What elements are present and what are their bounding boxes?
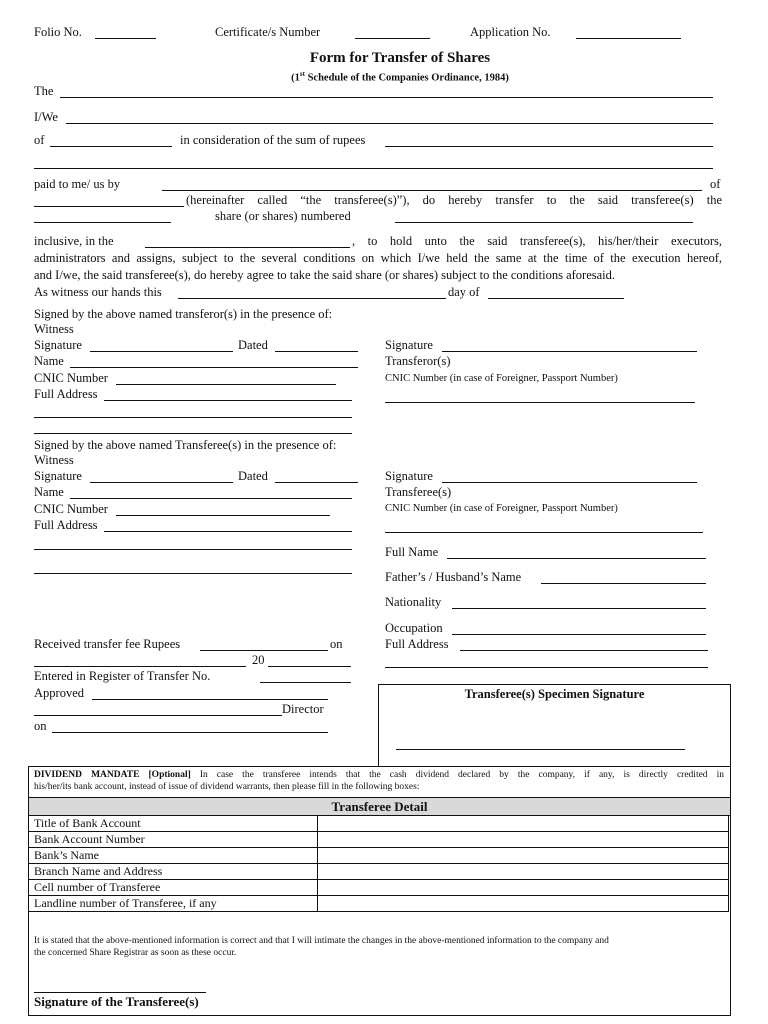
occupation-field[interactable]	[452, 634, 706, 635]
transferor-cnic-label: CNIC Number (in case of Foreigner, Passport Number)	[385, 373, 618, 384]
specimen-signature-title: Transferee(s) Specimen Signature	[464, 687, 645, 701]
director-field[interactable]	[34, 715, 282, 716]
transferee-signature-field[interactable]	[442, 482, 697, 483]
transferor-witness-address-field[interactable]	[104, 400, 352, 401]
transferee-full-address-line-2[interactable]	[385, 667, 708, 668]
administrators-text: administrators and assigns, subject to the several conditions on which I/we held the same at the time of the execution hereof,	[34, 251, 722, 265]
transferee-witness-name-field[interactable]	[70, 498, 352, 499]
of-field[interactable]	[50, 146, 172, 147]
transferee-witness-address-label: Full Address	[34, 518, 98, 532]
transferor-cnic-field[interactable]	[385, 402, 695, 403]
bank-title-label: Title of Bank Account	[29, 816, 318, 832]
share-numbers-field[interactable]	[395, 222, 693, 223]
nationality-label: Nationality	[385, 595, 442, 609]
transferee-witness-address-line-3[interactable]	[34, 573, 352, 574]
page-subtitle: (1st Schedule of the Companies Ordinance, 1984)	[291, 70, 509, 84]
transferor-witness-cnic-label: CNIC Number	[34, 371, 108, 385]
transferee-full-address-field[interactable]	[460, 650, 708, 651]
transferee-witness-signature-field[interactable]	[90, 482, 233, 483]
application-field[interactable]	[576, 38, 681, 39]
page-title: Form for Transfer of Shares	[309, 50, 491, 66]
received-on-label: on	[330, 637, 343, 651]
transferee-signature-label: Signature of the Transferee(s)	[34, 994, 199, 1009]
bank-name-input[interactable]	[318, 848, 729, 864]
register-number-field[interactable]	[260, 682, 351, 683]
transferee-witness-address-line-2[interactable]	[34, 549, 352, 550]
received-fee-label: Received transfer fee Rupees	[34, 637, 181, 651]
entered-register-label: Entered in Register of Transfer No.	[34, 669, 211, 683]
iwe-label: I/We	[34, 110, 58, 124]
transferee-signed-by: Signed by the above named Transferee(s) in the presence of:	[34, 438, 337, 452]
witness-date-field[interactable]	[178, 298, 446, 299]
transferee-witness-cnic-label: CNIC Number	[34, 502, 108, 516]
full-name-label: Full Name	[385, 545, 439, 559]
statement-line-1: It is stated that the above-mentioned information is correct and that I will intimate the changes in the above-mentioned information to the company and	[34, 936, 609, 946]
continuation-line[interactable]	[34, 168, 713, 169]
bank-title-input[interactable]	[318, 816, 729, 832]
agree-text: and I/we, the said transferee(s), do hereby agree to take the said share (or shares) subject to the conditions aforesaid.	[34, 268, 616, 282]
transferee-witness-address-field[interactable]	[104, 531, 352, 532]
month-field[interactable]	[488, 298, 624, 299]
transferee-final-signature-field[interactable]	[34, 992, 206, 993]
hold-unto-text: , to hold unto the said transferee(s), his/her/their executors,	[352, 234, 722, 248]
rupees-field[interactable]	[385, 146, 713, 147]
application-label: Application No.	[470, 25, 551, 39]
transferee-detail-header: Transferee Detail	[28, 797, 731, 816]
approved-on-field[interactable]	[52, 732, 328, 733]
table-row	[29, 816, 729, 832]
transferor-witness-address-line-3[interactable]	[34, 433, 352, 434]
father-name-label: Father’s / Husband’s Name	[385, 570, 522, 584]
folio-label: Folio No.	[34, 25, 82, 39]
received-fee-field[interactable]	[200, 650, 328, 651]
approved-field[interactable]	[92, 699, 328, 700]
company-field[interactable]	[60, 97, 713, 98]
transferee-role-label: Transferee(s)	[385, 485, 452, 499]
year-prefix: 20	[252, 653, 265, 667]
day-of-label: day of	[448, 285, 480, 299]
share-count-field[interactable]	[34, 222, 171, 223]
director-label: Director	[282, 702, 324, 716]
transferor-witness-signature-field[interactable]	[90, 351, 233, 352]
certificate-label: Certificate/s Number	[215, 25, 321, 39]
father-name-field[interactable]	[541, 583, 706, 584]
full-name-field[interactable]	[447, 558, 706, 559]
transferor-signed-by: Signed by the above named transferor(s) in the presence of:	[34, 307, 333, 321]
transferee-witness-label: Witness	[34, 453, 74, 467]
folio-field[interactable]	[95, 38, 156, 39]
dividend-mandate-line-1: DIVIDEND MANDATE [Optional] In case the transferee intends that the cash dividend declared by the company, if any, is directly credited in	[34, 770, 724, 780]
branch-address-label: Branch Name and Address	[29, 864, 318, 880]
transferor-witness-address-label: Full Address	[34, 387, 98, 401]
cell-number-label: Cell number of Transferee	[29, 880, 318, 896]
hereinafter-text: (hereinafter called “the transferee(s)”), do hereby transfer to the said transferee(s) the	[186, 193, 722, 207]
transferor-dated-field[interactable]	[275, 351, 358, 352]
of-label-2: of	[710, 177, 721, 191]
statement-line-2: the concerned Share Registrar as soon as these occur.	[34, 948, 237, 958]
landline-number-label: Landline number of Transferee, if any	[29, 896, 318, 912]
undertaking-field[interactable]	[145, 247, 350, 248]
bank-account-number-label: Bank Account Number	[29, 832, 318, 848]
nationality-field[interactable]	[452, 608, 706, 609]
transferee-full-address-label: Full Address	[385, 637, 449, 651]
transferee-cnic-field[interactable]	[385, 532, 703, 533]
the-label: The	[34, 84, 54, 98]
transferee-dated-field[interactable]	[275, 482, 358, 483]
table-row	[29, 864, 729, 880]
certificate-field[interactable]	[355, 38, 430, 39]
transferor-witness-address-line-2[interactable]	[34, 417, 352, 418]
transferee-dated-label: Dated	[238, 469, 268, 483]
table-row	[29, 880, 729, 896]
transferee-witness-signature-label: Signature	[34, 469, 82, 483]
transferor-witness-signature-label: Signature	[34, 338, 82, 352]
transferor-witness-name-field[interactable]	[70, 367, 358, 368]
inclusive-label: inclusive, in the	[34, 234, 114, 248]
table-row	[29, 848, 729, 864]
transferor-witness-name-label: Name	[34, 354, 64, 368]
transferor-witness-label: Witness	[34, 322, 74, 336]
transferor-signature-label: Signature	[385, 338, 433, 352]
transferee-signature-label: Signature	[385, 469, 433, 483]
landline-number-input[interactable]	[318, 896, 729, 912]
approved-on-label: on	[34, 719, 47, 733]
transferor-witness-cnic-field[interactable]	[116, 384, 336, 385]
received-date-field[interactable]	[34, 666, 246, 667]
transferor-signature-field[interactable]	[442, 351, 697, 352]
transferee-witness-cnic-field[interactable]	[116, 515, 330, 516]
bank-details-table	[28, 815, 729, 912]
cell-number-input[interactable]	[318, 880, 729, 896]
transferee-cnic-label: CNIC Number (in case of Foreigner, Passport Number)	[385, 503, 618, 514]
transferee-witness-name-label: Name	[34, 485, 64, 499]
of-label: of	[34, 133, 45, 147]
received-year-field[interactable]	[268, 666, 351, 667]
transferor-name-field[interactable]	[66, 123, 713, 124]
consideration-label: in consideration of the sum of rupees	[180, 133, 366, 147]
bank-account-number-input[interactable]	[318, 832, 729, 848]
transferee-address-field[interactable]	[34, 206, 184, 207]
witness-hands-label: As witness our hands this	[34, 285, 162, 299]
share-numbered-label: share (or shares) numbered	[215, 209, 351, 223]
transferee-name-field[interactable]	[162, 190, 702, 191]
transferor-dated-label: Dated	[238, 338, 268, 352]
paid-by-label: paid to me/ us by	[34, 177, 121, 191]
branch-address-input[interactable]	[318, 864, 729, 880]
specimen-signature-field[interactable]	[396, 749, 685, 750]
transferor-role-label: Transferor(s)	[385, 354, 451, 368]
table-row	[29, 896, 729, 912]
occupation-label: Occupation	[385, 621, 443, 635]
bank-name-label: Bank’s Name	[29, 848, 318, 864]
approved-label: Approved	[34, 686, 84, 700]
dividend-mandate-line-2: his/her/its bank account, instead of issue of dividend warrants, then please fill in the following boxes:	[34, 782, 420, 792]
table-row	[29, 832, 729, 848]
